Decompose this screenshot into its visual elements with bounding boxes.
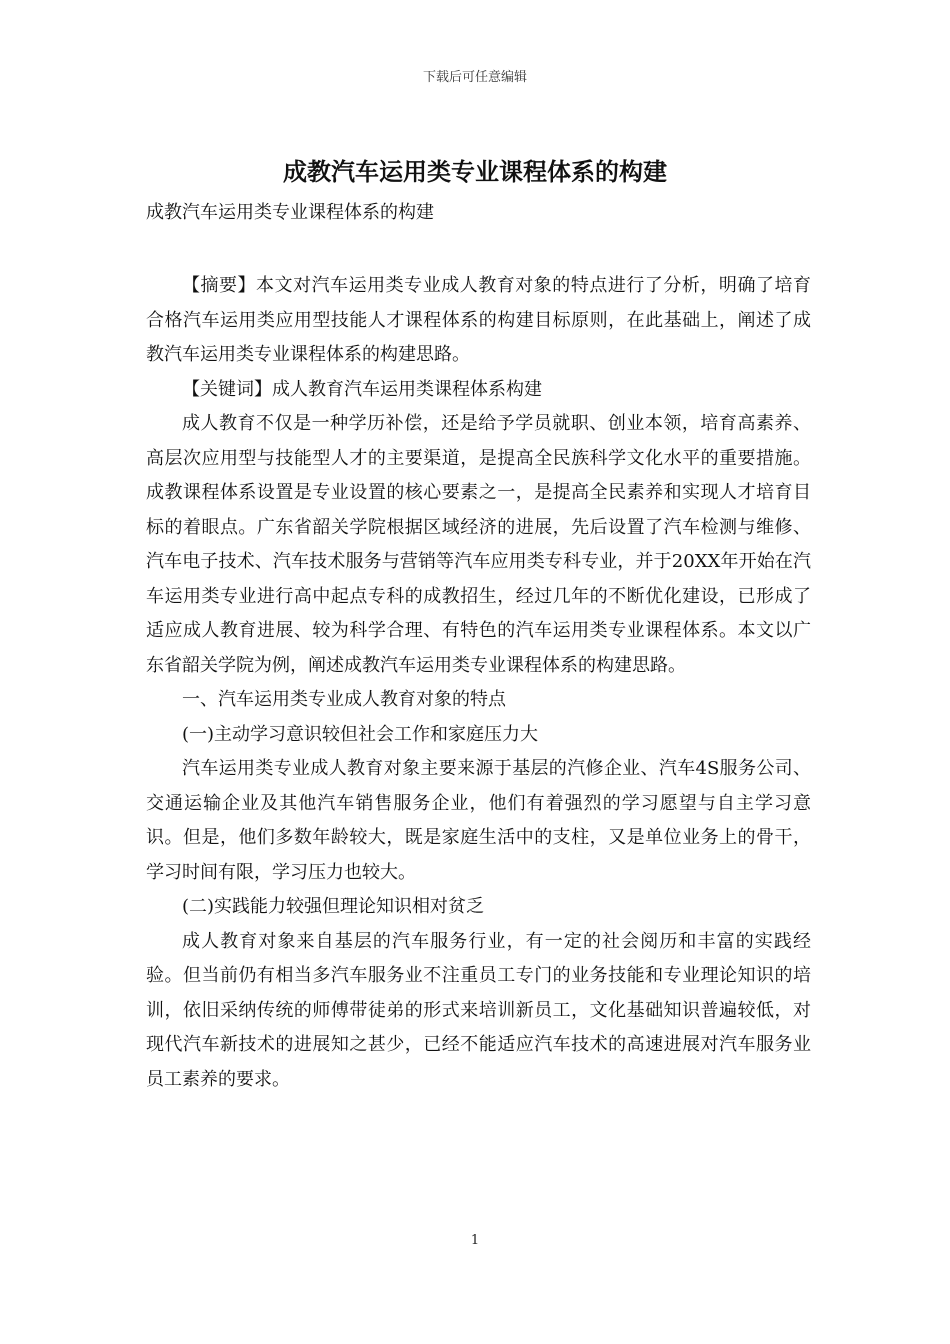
body-paragraph: 汽车运用类专业成人教育对象主要来源于基层的汽修企业、汽车4S服务公司、交通运输企业及其他汽车销售服务企业，他们有着强烈的学习愿望与自主学习意识。但是，他们多数年龄较大，既是家庭生活中的支柱，又是单位业务上的骨干，学习时间有限，学习压力也较大。 bbox=[146, 758, 811, 883]
document-body bbox=[146, 269, 811, 1097]
abstract-paragraph: 【摘要】本文对汽车运用类专业成人教育对象的特点进行了分析，明确了培育合格汽车运用类应用型技能人才课程体系的构建目标原则，在此基础上，阐述了成教汽车运用类专业课程体系的构建思路。 bbox=[146, 275, 811, 365]
intro-paragraph: 成人教育不仅是一种学历补偿，还是给予学员就职、创业本领，培育高素养、高层次应用型与技能型人才的主要渠道，是提高全民族科学文化水平的重要措施。成教课程体系设置是专业设置的核心要素之一，是提高全民素养和实现人才培育目标的着眼点。广东省韶关学院根据区域经济的进展，先后设置了汽车检测与维修、汽车电子技术、汽车技术服务与营销等汽车应用类专科专业，并于20XX年开始在汽车运用类专业进行高中起点专科的成教招生，经过几年的不断优化建设，已形成了适应成人教育进展、较为科学合理、有特色的汽车运用类专业课程体系。本文以广东省韶关学院为例，阐述成教汽车运用类专业课程体系的构建思路。 bbox=[146, 413, 811, 676]
subsection-heading: (一)主动学习意识较但社会工作和家庭压力大 bbox=[182, 723, 539, 745]
page-number: 1 bbox=[470, 1233, 480, 1248]
keywords-paragraph: 【关键词】成人教育汽车运用类课程体系构建 bbox=[182, 378, 542, 400]
body-paragraph: 成人教育对象来自基层的汽车服务行业，有一定的社会阅历和丰富的实践经验。但当前仍有相当多汽车服务业不注重员工专门的业务技能和专业理论知识的培训，依旧采纳传统的师傅带徒弟的形式来培训新员工，文化基础知识普遍较低，对现代汽车新技术的进展知之甚少，已经不能适应汽车技术的高速进展对汽车服务业员工素养的要求。 bbox=[146, 930, 811, 1090]
document-subtitle: 成教汽车运用类专业课程体系的构建 bbox=[146, 202, 434, 223]
document-title: 成教汽车运用类专业课程体系的构建 bbox=[283, 157, 667, 186]
section-heading: 一、汽车运用类专业成人教育对象的特点 bbox=[182, 689, 506, 710]
subsection-heading: (二)实践能力较强但理论知识相对贫乏 bbox=[182, 896, 485, 917]
header-note: 下载后可任意编辑 bbox=[422, 70, 527, 85]
